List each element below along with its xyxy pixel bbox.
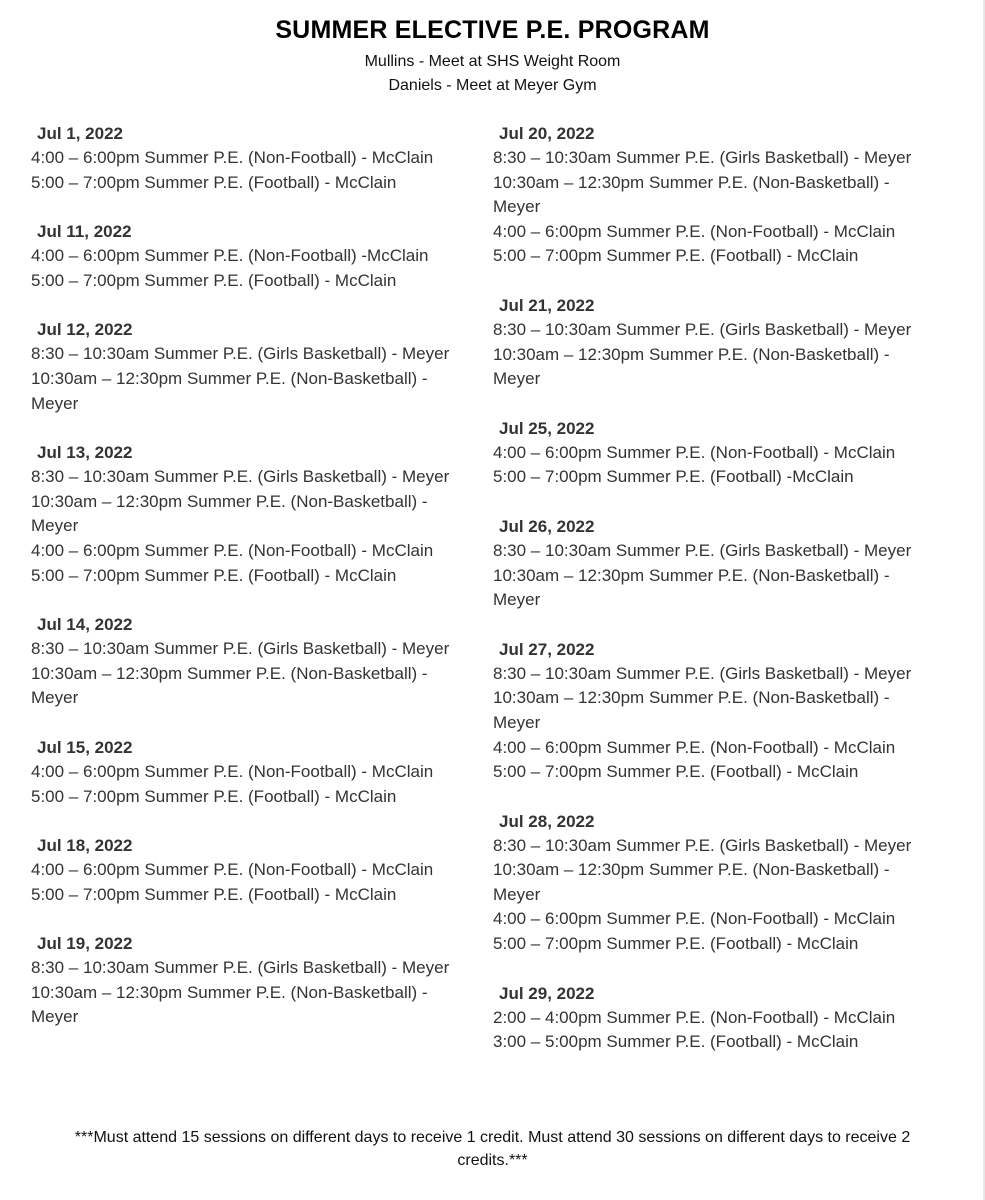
session-entry: 10:30am – 12:30pm Summer P.E. (Non-Basketball) - Meyer [31,663,428,708]
session-entry: 4:00 – 6:00pm Summer P.E. (Non-Football) - McClain [31,148,434,167]
session-entry: 8:30 – 10:30am Summer P.E. (Girls Basketball) - Meyer [493,540,912,560]
day-date: Jul 20, 2022 [499,124,595,143]
session-entry: 5:00 – 7:00pm Summer P.E. (Football) -McClain [493,467,854,487]
page-title: SUMMER ELECTIVE P.E. PROGRAM [275,16,710,44]
schedule-day [493,417,933,490]
session-entry: 4:00 – 6:00pm Summer P.E. (Non-Football) - McClain [31,540,434,560]
day-date: Jul 12, 2022 [37,320,133,340]
schedule-day [31,318,471,416]
day-date: Jul 14, 2022 [37,615,133,635]
session-entry: 4:00 – 6:00pm Summer P.E. (Non-Football) - McClain [493,909,896,929]
day-date: Jul 1, 2022 [37,124,124,143]
session-entry: 8:30 – 10:30am Summer P.E. (Girls Basketball) - Meyer [493,148,912,167]
session-entry: 10:30am – 12:30pm Summer P.E. (Non-Basketball) - Meyer [31,491,428,536]
session-entry: 10:30am – 12:30pm Summer P.E. (Non-Basketball) - Meyer [493,172,890,217]
session-entry: 3:00 – 5:00pm Summer P.E. (Football) - McClain [493,1032,859,1052]
location-daniels: Daniels - Meet at Meyer Gym [388,77,597,94]
schedule-day [31,441,471,588]
day-date: Jul 21, 2022 [499,295,595,315]
day-date: Jul 26, 2022 [499,516,595,536]
day-date: Jul 28, 2022 [499,811,595,831]
day-date: Jul 25, 2022 [499,418,595,438]
schedule-day [31,220,471,293]
credit-requirement-note: ***Must attend 15 sessions on different days to receive 1 credit. Must attend 30 sessions on different days to receive 2 credits.*** [74,1129,911,1169]
session-entry: 5:00 – 7:00pm Summer P.E. (Football) - McClain [31,172,397,192]
schedule-day [31,834,471,907]
session-entry: 10:30am – 12:30pm Summer P.E. (Non-Basketball) - Meyer [493,860,890,904]
session-entry: 5:00 – 7:00pm Summer P.E. (Football) - McClain [493,246,859,266]
schedule-day [493,515,933,613]
session-entry: 5:00 – 7:00pm Summer P.E. (Football) - McClain [31,565,397,585]
session-entry: 5:00 – 7:00pm Summer P.E. (Football) - McClain [31,884,397,904]
session-entry: 8:30 – 10:30am Summer P.E. (Girls Basketball) - Meyer [493,319,912,339]
day-date: Jul 29, 2022 [499,983,595,1003]
session-entry: 4:00 – 6:00pm Summer P.E. (Non-Football) - McClain [31,860,434,880]
session-entry: 4:00 – 6:00pm Summer P.E. (Non-Football) - McClain [31,761,434,781]
schedule-column-left [31,122,471,1055]
session-entry: 8:30 – 10:30am Summer P.E. (Girls Basketball) - Meyer [31,639,450,659]
schedule-column-right [493,122,933,1080]
session-entry: 4:00 – 6:00pm Summer P.E. (Non-Football) - McClain [493,442,896,462]
session-entry: 10:30am – 12:30pm Summer P.E. (Non-Basketball) - Meyer [493,565,890,610]
session-entry: 4:00 – 6:00pm Summer P.E. (Non-Football) -McClain [31,246,429,266]
schedule-day [493,294,933,392]
schedule-day [493,122,933,269]
schedule-day [31,932,471,1030]
session-entry: 5:00 – 7:00pm Summer P.E. (Football) - McClain [31,270,397,290]
schedule-day [493,638,933,785]
schedule-day [31,736,471,809]
day-date: Jul 15, 2022 [37,737,133,757]
schedule-day [493,982,933,1055]
day-date: Jul 13, 2022 [37,443,133,463]
session-entry: 4:00 – 6:00pm Summer P.E. (Non-Football) - McClain [493,221,896,241]
session-entry: 4:00 – 6:00pm Summer P.E. (Non-Football) - McClain [493,737,896,757]
session-entry: 10:30am – 12:30pm Summer P.E. (Non-Basketball) - Meyer [493,344,890,389]
session-entry: 8:30 – 10:30am Summer P.E. (Girls Basketball) - Meyer [31,467,450,487]
session-entry: 10:30am – 12:30pm Summer P.E. (Non-Basketball) - Meyer [493,688,890,732]
session-entry: 5:00 – 7:00pm Summer P.E. (Football) - McClain [493,762,859,782]
schedule-day [493,810,933,957]
session-entry: 5:00 – 7:00pm Summer P.E. (Football) - McClain [31,786,397,806]
schedule-day [31,122,471,195]
day-date: Jul 18, 2022 [37,836,133,856]
session-entry: 8:30 – 10:30am Summer P.E. (Girls Basketball) - Meyer [31,344,450,364]
day-date: Jul 19, 2022 [37,934,133,954]
session-entry: 10:30am – 12:30pm Summer P.E. (Non-Basketball) - Meyer [31,368,428,413]
day-date: Jul 11, 2022 [37,222,132,242]
session-entry: 2:00 – 4:00pm Summer P.E. (Non-Football) - McClain [493,1007,896,1027]
location-mullins: Mullins - Meet at SHS Weight Room [364,53,621,70]
session-entry: 8:30 – 10:30am Summer P.E. (Girls Basketball) - Meyer [493,663,912,683]
schedule-day [31,613,471,711]
session-entry: 5:00 – 7:00pm Summer P.E. (Football) - McClain [493,934,859,954]
day-date: Jul 27, 2022 [499,639,595,659]
session-entry: 8:30 – 10:30am Summer P.E. (Girls Basketball) - Meyer [493,835,912,855]
session-entry: 8:30 – 10:30am Summer P.E. (Girls Basketball) - Meyer [31,958,450,978]
session-entry: 10:30am – 12:30pm Summer P.E. (Non-Basketball) - Meyer [31,982,428,1027]
